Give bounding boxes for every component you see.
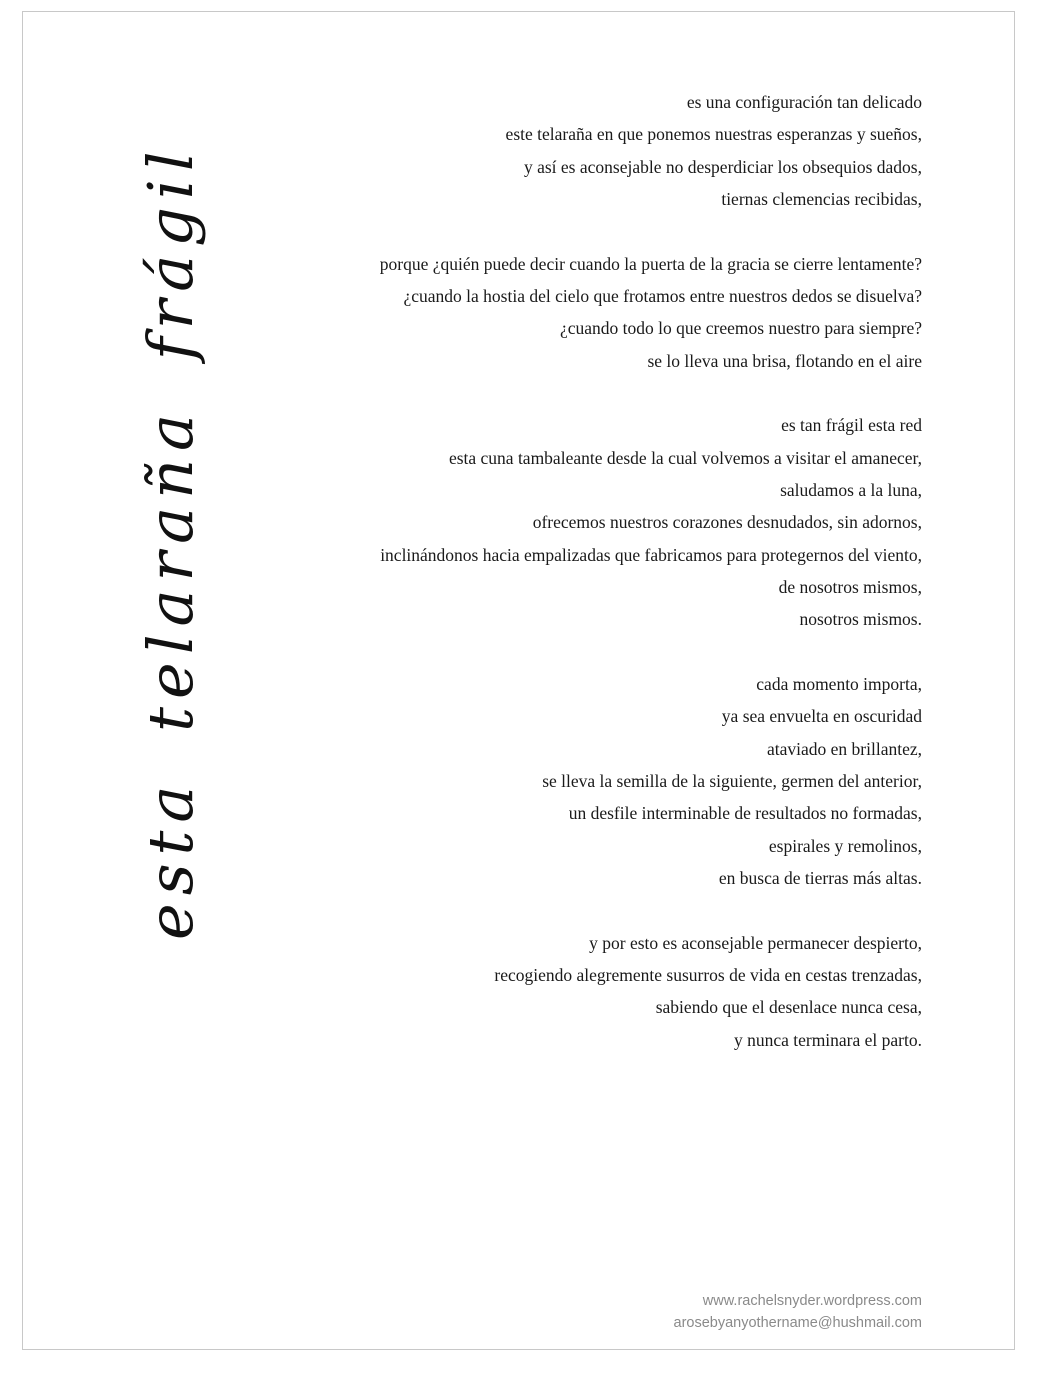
poem-line: ¿cuando la hostia del cielo que frotamos entre nuestros dedos se disuelva? xyxy=(403,285,922,306)
poem-line: es una configuración tan delicado xyxy=(686,92,922,112)
poem-line: espirales y remolinos, xyxy=(768,835,922,856)
footer-contact xyxy=(674,1290,922,1334)
poem-line: porque ¿quién puede decir cuando la puerta de la gracia se cierre lentamente? xyxy=(379,253,922,274)
website-link[interactable]: www.rachelsnyder.wordpress.com xyxy=(702,1293,922,1309)
poem-line: tiernas clemencias recibidas, xyxy=(721,189,922,210)
poem-body xyxy=(282,86,922,1088)
poem-line: de nosotros mismos, xyxy=(778,577,922,598)
poem-line: ¿cuando todo lo que creemos nuestro para siempre? xyxy=(559,318,922,339)
poem-line: y así es aconsejable no desperdiciar los obsequios dados, xyxy=(523,156,922,177)
poem-line: ya sea envuelta en oscuridad xyxy=(721,706,922,727)
poem-line: nosotros mismos. xyxy=(799,609,922,630)
poem-line: ofrecemos nuestros corazones desnudados, sin adornos, xyxy=(532,512,922,533)
poem-line: este telaraña en que ponemos nuestras esperanzas y sueños, xyxy=(505,124,922,145)
poem-line: se lleva la semilla de la siguiente, germen del anterior, xyxy=(542,771,922,792)
stanza xyxy=(282,409,922,636)
poem-line: y por esto es aconsejable permanecer despierto, xyxy=(589,932,922,953)
poem-line: inclinándonos hacia empalizadas que fabricamos para protegernos del viento, xyxy=(380,544,922,565)
poem-line: en busca de tierras más altas. xyxy=(718,868,922,889)
poem-line: saludamos a la luna, xyxy=(780,479,922,500)
poem-line: se lo lleva una brisa, flotando en el aire xyxy=(647,350,922,371)
poem-line: esta cuna tambaleante desde la cual volvemos a visitar el amanecer, xyxy=(448,447,922,468)
stanza xyxy=(282,86,922,216)
poem-line: recogiendo alegremente susurros de vida en cestas trenzadas, xyxy=(494,964,922,985)
poem-line: un desfile interminable de resultados no formadas, xyxy=(568,803,922,824)
poem-line: ataviado en brillantez, xyxy=(767,738,922,759)
poem-title: esta telaraña frágil xyxy=(134,143,207,940)
poem-line: es tan frágil esta red xyxy=(781,415,922,436)
poem-line: y nunca terminara el parto. xyxy=(733,1029,922,1050)
stanza xyxy=(282,248,922,378)
stanza xyxy=(282,927,922,1057)
poem-line: cada momento importa, xyxy=(756,673,922,694)
email-link[interactable]: arosebyanyothername@hushmail.com xyxy=(673,1315,922,1331)
poem-line: sabiendo que el desenlace nunca cesa, xyxy=(655,997,922,1018)
stanza xyxy=(282,668,922,895)
